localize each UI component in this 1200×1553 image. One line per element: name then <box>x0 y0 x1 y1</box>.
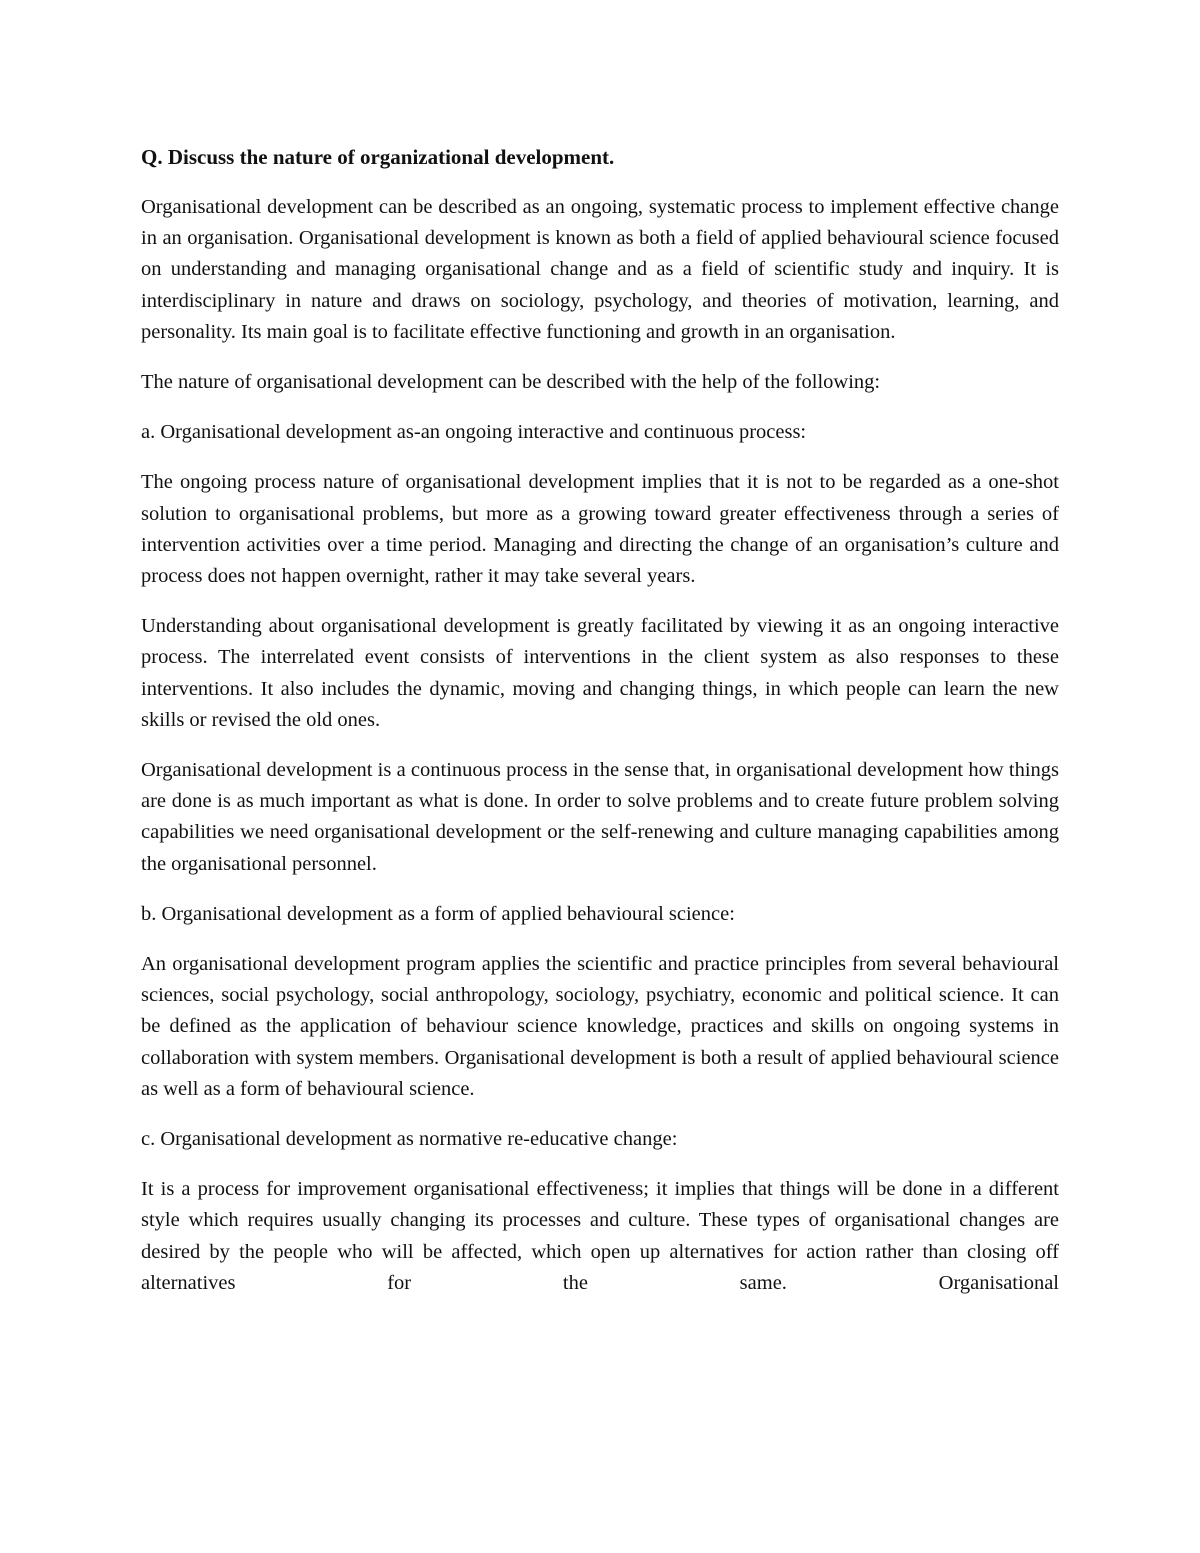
point-c-heading: c. Organisational development as normative re-educative change: <box>141 1128 678 1151</box>
paragraph-applied-science: An organisational development program applies the scientific and practice principles from several behavioural sciences, social psychology, social anthropology, sociology, psychiatry, economic and political science. It can be defined as the application of behaviour science knowledge, practices and skills on ongoing systems in collaboration with system members. Organisational development is both a result of applied behavioural science as well as a form of behavioural science. <box>141 953 1059 1100</box>
paragraph-ongoing-process: The ongoing process nature of organisational development implies that it is not to be regarded as a one-shot solution to organisational problems, but more as a growing toward greater effectiveness through a series of intervention activities over a time period. Managing and directing the change of an organisation’s culture and process does not happen overnight, rather it may take several years. <box>141 471 1059 588</box>
paragraph-intro: Organisational development can be described as an ongoing, systematic process to implement effective change in an organisation. Organisational development is known as both a field of applied behavioural science focused on understanding and managing organisational change and as a field of scientific study and inquiry. It is interdisciplinary in nature and draws on sociology, psychology, and theories of motivation, learning, and personality. Its main goal is to facilitate effective functioning and growth in an organisation. <box>141 196 1059 343</box>
paragraph-normative-change: It is a process for improvement organisational effectiveness; it implies that things will be done in a different style which requires usually changing its processes and culture. These types of organisational changes are desired by the people who will be affected, which open up alternatives for action rather than closing off alternatives for the same. Organisational <box>141 1178 1059 1294</box>
point-a-heading: a. Organisational development as-an ongoing interactive and continuous process: <box>141 421 807 444</box>
document-body <box>141 142 1059 1299</box>
paragraph-interactive-process: Understanding about organisational development is greatly facilitated by viewing it as an ongoing interactive process. The interrelated event consists of interventions in the client system as also responses to these interventions. It also includes the dynamic, moving and changing things, in which people can learn the new skills or revised the old ones. <box>141 615 1059 731</box>
nature-intro-line: The nature of organisational development can be described with the help of the following: <box>141 371 881 394</box>
paragraph-continuous-process: Organisational development is a continuous process in the sense that, in organisational development how things are done is as much important as what is done. In order to solve problems and to create future problem solving capabilities we need organisational development or the self-renewing and culture managing capabilities among the organisational personnel. <box>141 759 1059 875</box>
point-b-heading: b. Organisational development as a form of applied behavioural science: <box>141 902 735 925</box>
question-title: Q. Discuss the nature of organizational development. <box>141 145 615 169</box>
